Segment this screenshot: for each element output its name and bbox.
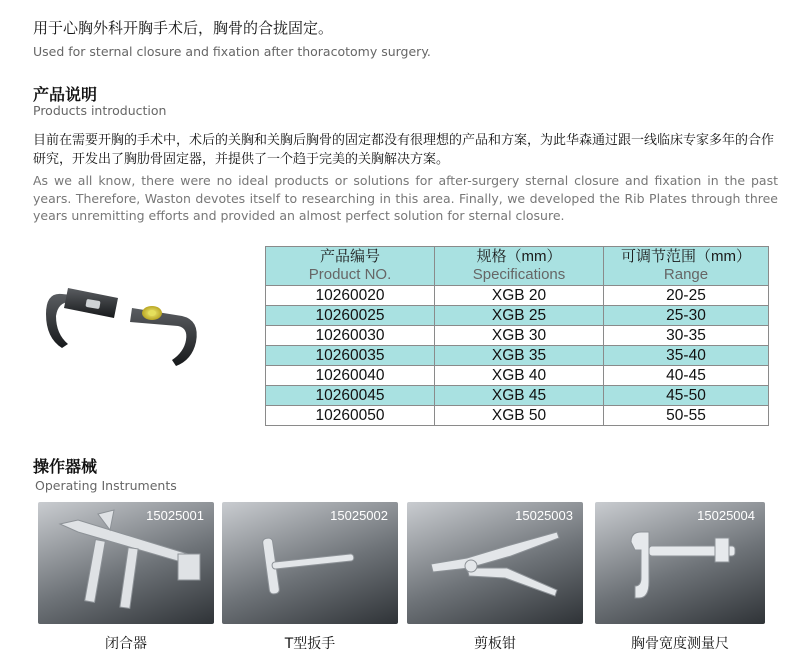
- instrument-card-width-gauge: [595, 502, 765, 624]
- instrument-card-t-wrench: [222, 502, 398, 624]
- cell-product-no: 10260035: [266, 346, 435, 366]
- intro-title-cn: 产品说明: [33, 85, 98, 104]
- instrument-code: 15025002: [330, 508, 388, 523]
- col-header-specifications: [435, 247, 604, 286]
- cell-range: 45-50: [604, 386, 769, 406]
- intro-title-en: Products introduction: [33, 103, 167, 118]
- instrument-name: 剪板钳: [474, 636, 516, 652]
- instrument-name: 胸骨宽度测量尺: [631, 636, 729, 652]
- col-header-range-cn: 可调节范围（mm）: [621, 248, 751, 265]
- instrument-code: 15025004: [697, 508, 755, 523]
- table-row: [266, 326, 769, 346]
- instruments-title-en: Operating Instruments: [35, 478, 177, 493]
- spec-table: [265, 246, 769, 426]
- table-row: [266, 346, 769, 366]
- intro-paragraph-en: As we all know, there were no ideal products or solutions for after-surgery sternal closure and fixation in the past years. Therefore, Waston devotes itself to researching in this area. Finally, we developed the Rib Plates through three years unremitting efforts and provided an almost perfect solution for sternal closure.: [33, 173, 778, 223]
- cell-product-no: 10260050: [266, 406, 435, 426]
- cell-specification: XGB 40: [435, 366, 604, 386]
- col-header-range-en: Range: [663, 266, 709, 283]
- intro-paragraph-cn: 目前在需要开胸的手术中，术后的关胸和关胸后胸骨的固定都没有很理想的产品和方案，为此华森通过跟一线临床专家多年的合作研究，开发出了胸肋骨固定器，并提供了一个趋于完美的关胸解决方案。: [33, 133, 775, 167]
- instrument-code: 15025003: [515, 508, 573, 523]
- col-header-product-no-en: Product NO.: [308, 266, 392, 283]
- cell-specification: XGB 35: [435, 346, 604, 366]
- table-row: [266, 366, 769, 386]
- cell-specification: XGB 25: [435, 306, 604, 326]
- col-header-product-no: [266, 247, 435, 286]
- header-en: Used for sternal closure and fixation after thoracotomy surgery.: [33, 44, 431, 59]
- instruments-title-cn: 操作器械: [33, 457, 98, 476]
- cell-product-no: 10260030: [266, 326, 435, 346]
- col-header-product-no-cn: 产品编号: [319, 248, 380, 265]
- col-header-range: [604, 247, 769, 286]
- header-cn: 用于心胸外科开胸手术后，胸骨的合拢固定。: [33, 19, 334, 37]
- instrument-card-plate-cutter: [407, 502, 583, 624]
- cell-product-no: 10260045: [266, 386, 435, 406]
- col-header-specifications-cn: 规格（mm）: [476, 248, 562, 265]
- instrument-name: 闭合器: [105, 636, 147, 652]
- table-row: [266, 386, 769, 406]
- table-row: [266, 406, 769, 426]
- instrument-card-closer: [38, 502, 214, 624]
- cell-product-no: 10260025: [266, 306, 435, 326]
- cell-specification: XGB 45: [435, 386, 604, 406]
- instrument-name: T型扳手: [284, 636, 336, 652]
- cell-specification: XGB 20: [435, 286, 604, 306]
- cell-specification: XGB 50: [435, 406, 604, 426]
- cell-range: 40-45: [604, 366, 769, 386]
- table-row: [266, 286, 769, 306]
- cell-range: 30-35: [604, 326, 769, 346]
- table-row: [266, 306, 769, 326]
- cell-range: 50-55: [604, 406, 769, 426]
- col-header-specifications-en: Specifications: [472, 266, 566, 283]
- cell-product-no: 10260040: [266, 366, 435, 386]
- cell-range: 25-30: [604, 306, 769, 326]
- spec-table-header-row: [266, 247, 769, 286]
- rib-plate-image: [40, 278, 210, 382]
- cell-range: 35-40: [604, 346, 769, 366]
- instrument-code: 15025001: [146, 508, 204, 523]
- cell-product-no: 10260020: [266, 286, 435, 306]
- cell-range: 20-25: [604, 286, 769, 306]
- cell-specification: XGB 30: [435, 326, 604, 346]
